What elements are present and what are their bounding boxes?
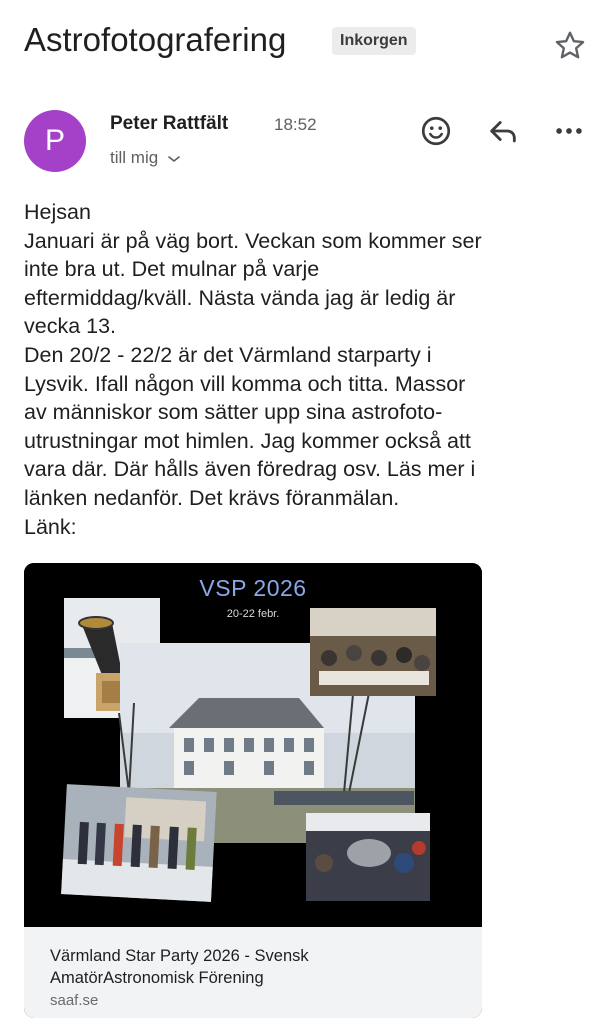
body-line: Lysvik. Ifall någon vill komma och titta. Massor [24, 371, 466, 396]
body-line: Januari är på väg bort. Veckan som kommer ser [24, 228, 482, 253]
link-preview-footer [24, 927, 482, 1018]
link-preview-card[interactable] [24, 563, 482, 1018]
body-line: utrustningar mot himlen. Jag kommer också att [24, 428, 471, 453]
avatar[interactable]: P [24, 110, 86, 172]
sender-name[interactable]: Peter Rattfält [110, 113, 229, 134]
body-line: av människor som sätter upp sina astrofoto- [24, 400, 443, 425]
body-line: Den 20/2 - 22/2 är det Värmland starparty i [24, 342, 432, 367]
observing-crowd-photo [306, 813, 430, 901]
emoji-reaction-icon[interactable] [419, 114, 453, 148]
link-preview-title [50, 945, 456, 989]
sender-row [24, 110, 588, 174]
body-line: Länk: [24, 514, 77, 539]
photo-collage [24, 563, 482, 927]
email-subject: Astrofotografering [24, 21, 287, 58]
recipient-toggle[interactable] [110, 148, 181, 168]
body-line: vecka 13. [24, 314, 117, 339]
body-line: Hejsan [24, 200, 91, 224]
link-title-line: Värmland Star Party 2026 - Svensk [50, 947, 309, 965]
inbox-label-chip[interactable]: Inkorgen [332, 27, 416, 55]
more-icon[interactable] [552, 114, 586, 148]
preview-image-date: 20-22 febr. [226, 608, 280, 620]
body-line: länken nedanför. Det krävs föranmälan. [24, 485, 400, 510]
link-preview-image [24, 563, 482, 927]
group-photo [61, 784, 217, 902]
preview-image-title: VSP 2026 [199, 575, 307, 601]
subject-row [24, 20, 588, 60]
reply-icon[interactable] [486, 114, 520, 148]
body-line: inte bra ut. Det mulnar på varje [24, 257, 320, 282]
sent-time: 18:52 [274, 115, 317, 134]
dinner-photo [310, 608, 436, 696]
email-body [24, 198, 594, 541]
body-line: eftermiddag/kväll. Nästa vända jag är ledig är [24, 285, 456, 310]
body-line: vara där. Där hålls även föredrag osv. Läs mer i [24, 457, 476, 482]
chevron-down-icon [167, 154, 181, 164]
link-preview-domain: saaf.se [50, 992, 99, 1009]
recipient-label: till mig [110, 148, 159, 167]
star-icon[interactable] [552, 28, 588, 64]
link-title-line: AmatörAstronomisk Förening [50, 969, 264, 987]
